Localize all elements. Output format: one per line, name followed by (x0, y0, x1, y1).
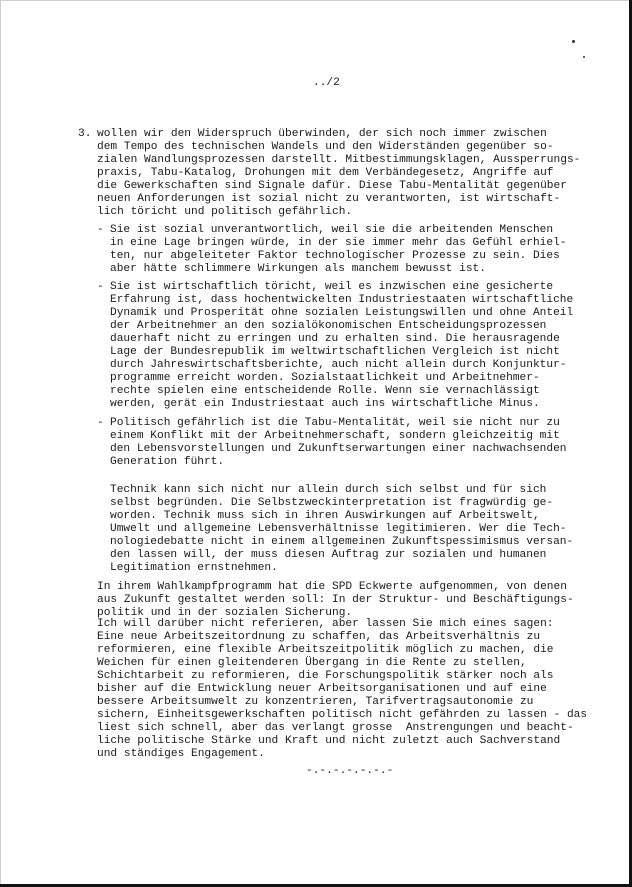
text-line: durch Jahreswirtschaftsberichte, auch nicht allein durch Konjunktur- (110, 359, 567, 371)
text-line: Schichtarbeit zu reformieren, die Forschungspolitik stärker noch als (97, 670, 554, 682)
text-line: den Lebensvorstellungen und Zukunftserwartungen einer nachwachsenden (110, 443, 567, 455)
text-line: Ich will darüber nicht referieren, aber lassen Sie mich eines sagen: (97, 618, 554, 630)
bullet-dash: - (97, 224, 104, 236)
text-line: ten, nur abgeleiteter Faktor technologischer Prozesse zu sein. Dies (110, 250, 560, 262)
text-line: einem Konflikt mit der Arbeitnehmerschaft, sondern gleichzeitig mit (110, 430, 560, 442)
text-line: zialen Wandlungsprozessen darstellt. Mitbestimmungsklagen, Aussperrungs- (97, 154, 581, 166)
text-line: liche politische Stärke und Kraft und nicht zuletzt auch Sachverstand (97, 735, 561, 747)
text-line: programme erreicht worden. Sozialstaatlichkeit und Arbeitnehmer- (110, 372, 540, 384)
text-line: den lassen will, der muss diesen Auftrag zur sozialen und humanen (110, 549, 547, 561)
text-line: liest sich schnell, aber das verlangt grosse Anstrengungen und beacht- (97, 722, 574, 734)
text-line: wollen wir den Widerspruch überwinden, der sich noch immer zwischen (97, 128, 547, 140)
text-line: reformieren, eine flexible Arbeitszeitpolitik möglich zu machen, die (97, 644, 554, 656)
text-line: der Arbeitnehmer an den sozialökonomischen Entscheidungsprozessen (110, 320, 547, 332)
scan-speck (583, 56, 585, 58)
text-line: In ihrem Wahlkampfprogramm hat die SPD Eckwerte aufgenommen, von denen (97, 581, 567, 593)
text-line: und ständiges Engagement. (97, 748, 265, 760)
text-line: praxis, Tabu-Katalog, Drohungen mit dem Verbändegesetz, Angriffe auf (97, 167, 554, 179)
text-line: bessere Arbeitsumwelt zu konzentrieren, Tarifvertragsautonomie zu (97, 696, 534, 708)
text-line: aus Zukunft gestaltet werden soll: In der Struktur- und Beschäftigungs- (97, 594, 574, 606)
end-mark: -.-.-.-.-.-.- (306, 765, 394, 777)
text-line: Sie ist sozial unverantwortlich, weil sie die arbeitenden Menschen (110, 224, 554, 236)
text-line: politik und in der sozialen Sicherung. (97, 607, 353, 619)
text-line: Sie ist wirtschaftlich töricht, weil es inzwischen eine gesicherte (110, 281, 554, 293)
text-line: Dynamik und Prosperität ohne sozialen Leistungswillen und ohne Anteil (110, 307, 574, 319)
text-line: werden, gerät ein Industriestaat auch ins wirtschaftliche Minus. (110, 398, 540, 410)
text-line: Umwelt und allgemeine Lebensverhältnisse legitimieren. Wer die Tech- (110, 523, 567, 535)
text-line: lich töricht und politisch gefährlich. (97, 206, 353, 218)
text-line: dauerhaft nicht zu erringen und zu erhalten sind. Die herausragende (110, 333, 560, 345)
text-line: dem Tempo des technischen Wandels und den Widerständen gegenüber so- (97, 141, 554, 153)
text-line: die Gewerkschaften sind Signale dafür. Diese Tabu-Mentalität gegenüber (97, 180, 567, 192)
text-line: selbst begründen. Die Selbstzweckinterpretation ist fragwürdig ge- (110, 497, 554, 509)
text-line: Technik kann sich nicht nur allein durch sich selbst und für sich (110, 484, 547, 496)
scan-speck (572, 40, 575, 43)
text-line: in eine Lage bringen würde, in der sie immer mehr das Gefühl erhiel- (110, 237, 567, 249)
text-line: worden. Technik muss sich in ihren Auswirkungen auf Arbeitswelt, (110, 510, 540, 522)
text-line: bisher auf die Entwicklung neuer Arbeitsorganisationen und auf eine (97, 683, 547, 695)
text-line: aber hätte schlimmere Wirkungen als manchem bewusst ist. (110, 263, 486, 275)
text-line: Weichen für einen gleitenderen Übergang in die Rente zu stellen, (97, 657, 527, 669)
text-line: Generation führt. (110, 456, 225, 468)
text-line: Lage der Bundesrepublik im weltwirtschaftlichen Vergleich ist nicht (110, 346, 560, 358)
text-line: neuen Anforderungen ist sozial nicht zu verantworten, ist wirtschaft- (97, 193, 561, 205)
bullet-dash: - (97, 417, 104, 429)
text-line: Politisch gefährlich ist die Tabu-Mentalität, weil sie nicht nur zu (110, 417, 560, 429)
text-line: Legitimation ernstnehmen. (110, 562, 278, 574)
text-line: sichern, Einheitsgewerkschaften politisch nicht gefährden zu lassen - das (97, 709, 588, 721)
page-reference: ../2 (313, 77, 340, 89)
bullet-dash: - (97, 281, 104, 293)
text-line: nologiedebatte nicht in einem allgemeinen Zukunftspessimismus versan- (110, 536, 574, 548)
text-line: Erfahrung ist, dass hochentwickelten Industriestaaten wirtschaftliche (110, 294, 574, 306)
text-line: rechte spielen eine entscheidende Rolle. Wenn sie vernachlässigt (110, 385, 540, 397)
text-line: Eine neue Arbeitszeitordnung zu schaffen, das Arbeitsverhältnis zu (97, 631, 541, 643)
point-number: 3. (78, 128, 92, 140)
